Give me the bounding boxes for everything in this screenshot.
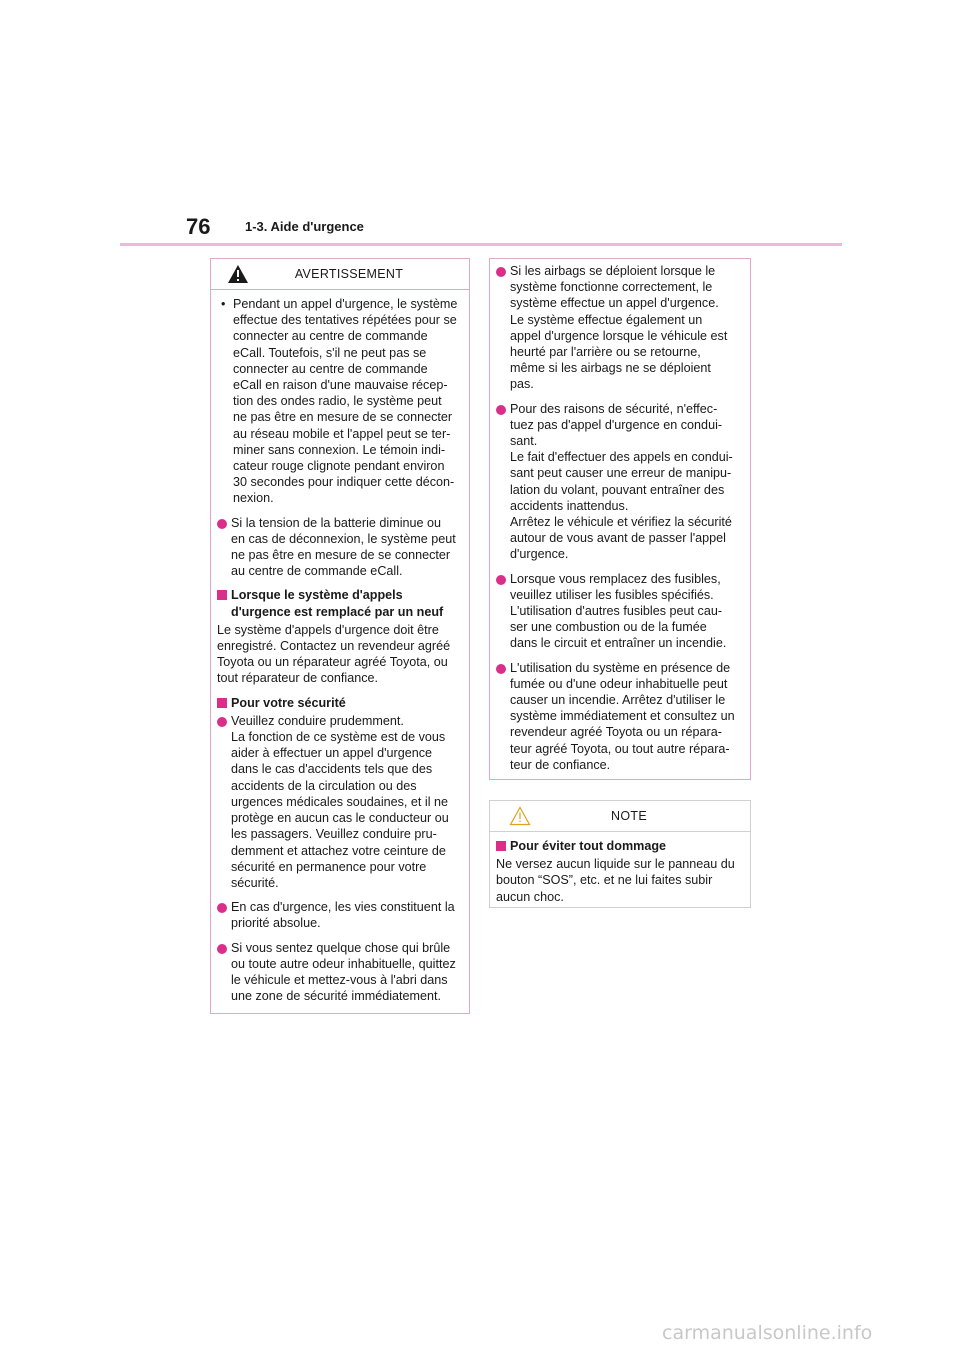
subheading-text: Pour éviter tout dommage bbox=[510, 839, 667, 853]
note-header bbox=[490, 801, 750, 832]
bullet-icon bbox=[496, 575, 506, 585]
note-box bbox=[489, 800, 751, 908]
list-item bbox=[217, 899, 463, 931]
paragraph: Ne versez aucun liquide sur le panneau du bouton “SOS”, etc. et ne lui faites subir aucun choc. bbox=[496, 857, 735, 904]
list-item-text: Lorsque vous remplacez des fusibles, veuillez utiliser les fusibles spécifiés. L'utilisation d'autres fusibles peut cau- ser une combustion ou de la fumée dans le circuit et entraîner un incendie. bbox=[510, 571, 727, 651]
bullet-icon bbox=[496, 664, 506, 674]
list-item-text: L'utilisation du système en présence de fumée ou d'une odeur inhabituelle peut causer un incendie. Arrêtez d'utiliser le système immédiatement et consultez un revendeur agréé Toyota ou un répara- teur agréé Toyota, ou tout autre répara- teur de confiance. bbox=[510, 660, 735, 772]
footer-watermark: carmanualsonline.info bbox=[662, 1322, 873, 1344]
square-bullet-icon bbox=[217, 590, 227, 600]
note-title: NOTE bbox=[611, 808, 647, 823]
list-item bbox=[496, 571, 744, 652]
list-item-text: Si les airbags se déploient lorsque le système fonctionne correctement, le système effectue un appel d'urgence. Le système effectue également un appel d'urgence lorsque le véhicule est heurté par l'arrière ou se retourne, même si les airbags ne se déploient pas. bbox=[510, 264, 728, 392]
list-item bbox=[496, 263, 744, 393]
bullet-icon bbox=[217, 944, 227, 954]
bullet-icon bbox=[496, 405, 506, 415]
bullet-icon bbox=[496, 267, 506, 277]
list-item-text: Pour des raisons de sécurité, n'effec- tuez pas d'appel d'urgence en condui- sant. Le fait d'effectuer des appels en condui- sant peut causer une erreur de manipu- lation du volant, pouvant entraîner des accidents inattendus. Arrêtez le véhicule et vérifiez la sécurité autour de vous avant de passer l'appel d'urgence. bbox=[510, 401, 733, 562]
subheading bbox=[217, 587, 463, 619]
warning-header bbox=[211, 259, 469, 290]
square-bullet-icon bbox=[217, 698, 227, 708]
warning-box-left bbox=[210, 258, 470, 1014]
list-item bbox=[496, 401, 744, 563]
warning-triangle-icon bbox=[227, 264, 249, 284]
bullet-icon bbox=[217, 903, 227, 913]
section-title: 1-3. Aide d'urgence bbox=[245, 219, 364, 234]
list-item-text: Si vous sentez quelque chose qui brûle ou toute autre odeur inhabituelle, quittez le véhicule et mettez-vous à l'abri dans une zone de sécurité immédiatement. bbox=[231, 940, 456, 1004]
subheading-text: Lorsque le système d'appels d'urgence est remplacé par un neuf bbox=[231, 588, 444, 619]
bullet-icon bbox=[217, 519, 227, 529]
subheading bbox=[217, 695, 463, 711]
warning-box-right bbox=[489, 258, 751, 780]
warning-dash-item: • Pendant un appel d'urgence, le système effectue des tentatives répétées pour se connecter au centre de commande eCall. Toutefois, s'il ne peut pas se connecter au centre de commande eCall en raison d'une mauvaise récep- tion des ondes radio, le système peut ne pas être en mesure de se connecter au réseau mobile et l'appel peut se ter- miner sans connexion. Le témoin indi- cateur rouge clignote pendant environ 30 secondes pour indiquer cette décon- nexion. bbox=[217, 296, 463, 507]
subheading bbox=[496, 838, 744, 854]
list-item-text: En cas d'urgence, les vies constituent la priorité absolue. bbox=[231, 900, 455, 931]
list-item bbox=[496, 660, 744, 773]
subheading-text: Pour votre sécurité bbox=[231, 695, 346, 710]
square-bullet-icon bbox=[496, 841, 506, 851]
paragraph: Le système d'appels d'urgence doit être enregistré. Contactez un revendeur agréé Toyota ou un réparateur agréé Toyota, ou tout réparateur de confiance. bbox=[217, 622, 451, 686]
caution-triangle-icon bbox=[509, 806, 531, 826]
list-item bbox=[217, 940, 463, 1005]
list-item bbox=[217, 713, 463, 891]
bullet-icon bbox=[217, 717, 227, 727]
list-item-text: Si la tension de la batterie diminue ou en cas de déconnexion, le système peut ne pas être en mesure de se connecter au centre de commande eCall. bbox=[231, 515, 456, 579]
page-number: 76 bbox=[186, 214, 211, 239]
list-item bbox=[217, 515, 463, 580]
list-item-text: Veuillez conduire prudemment. La fonction de ce système est de vous aider à effectuer un appel d'urgence dans le cas d'accidents tels que des accidents de la circulation ou des urgences médicales soudaines, et il ne protège en aucun cas le conducteur ou les passagers. Veuillez conduire pru- demment et attachez votre ceinture de sécurité en permanence pour votre sécurité. bbox=[231, 713, 449, 890]
warning-title: AVERTISSEMENT bbox=[294, 266, 404, 281]
header-rule bbox=[120, 243, 842, 246]
